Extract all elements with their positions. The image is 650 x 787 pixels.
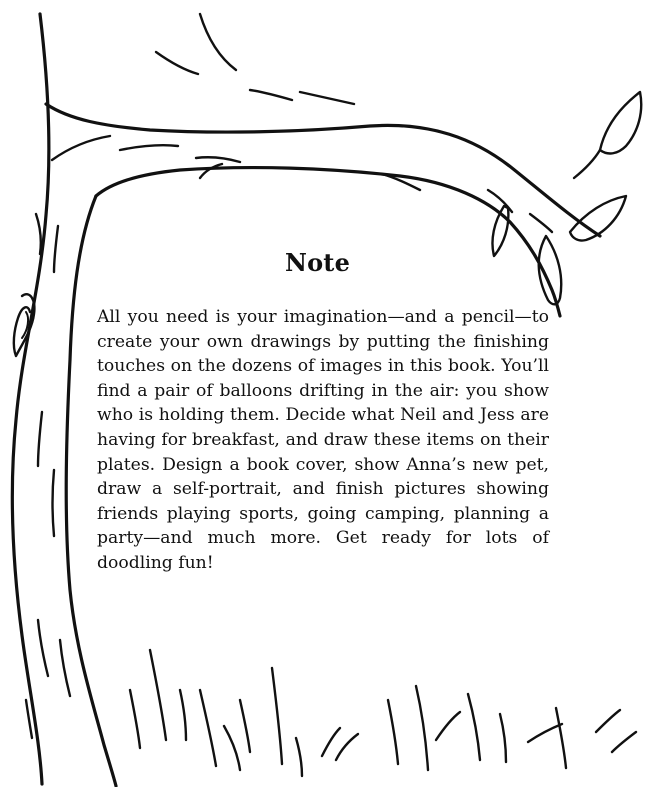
grass-blade-9	[322, 728, 340, 756]
leaf-hanging	[492, 206, 508, 256]
grass-blade-10	[336, 734, 358, 760]
leaf-top-right	[600, 92, 641, 153]
bark-stroke-1	[36, 214, 41, 254]
grass-blade-14	[468, 694, 480, 760]
branch-bottom-edge	[96, 168, 560, 316]
grass-blade-19	[612, 732, 636, 752]
grass-blade-8	[296, 738, 302, 776]
branch-stroke-2	[200, 14, 236, 70]
branch-stroke-1	[156, 52, 198, 74]
branch-stroke-3	[250, 90, 292, 100]
grass-blade-6	[240, 700, 250, 752]
leaf-right	[570, 196, 626, 241]
branch-stroke-10	[530, 214, 552, 232]
grass-blade-5	[224, 726, 240, 770]
grass-blade-1	[130, 690, 140, 748]
grass-blade-3	[180, 690, 186, 740]
note-title: Note	[284, 248, 351, 277]
grass-blade-11	[388, 700, 398, 764]
tree-trunk-outer-line	[12, 14, 49, 784]
bark-stroke-4	[53, 470, 55, 536]
grass-blade-4	[200, 690, 216, 766]
grass-blade-17	[556, 708, 566, 768]
branch-stroke-6	[196, 157, 240, 162]
grass-blade-7	[272, 668, 282, 764]
bark-stroke-3	[38, 412, 42, 466]
grass-blade-18	[596, 710, 620, 732]
bark-stroke-5	[38, 620, 48, 676]
branch-stroke-5	[120, 145, 178, 150]
note-body-text: All you need is your imagination—and a pencil—to create your own drawings by putting the finishing touches on the dozens of images in this book. You’ll find a pair of balloons drifting in the air: you show who is holding them. Decide what Neil and Jess are having for breakfast, and draw these items on their plates. Design a book cover, show Anna’s new pet, draw a self-portrait, and finish pictures showing friends playing sports, going camping, planning a party—and much more. Get ready for lots of doodling fun!	[97, 307, 549, 573]
branch-upper-line	[52, 136, 110, 160]
grass-blade-15	[500, 714, 506, 762]
grass-blade-12	[416, 686, 428, 770]
leaf-stem-top-right	[574, 150, 600, 178]
grass-blade-2	[150, 650, 166, 740]
grass-blade-13	[436, 712, 460, 740]
trunk-knot	[14, 294, 35, 356]
bark-stroke-6	[60, 640, 70, 696]
branch-stroke-4	[300, 92, 354, 104]
grass-blade-16	[528, 724, 562, 742]
branch-stroke-8	[200, 164, 222, 178]
bark-stroke-2	[54, 226, 58, 272]
